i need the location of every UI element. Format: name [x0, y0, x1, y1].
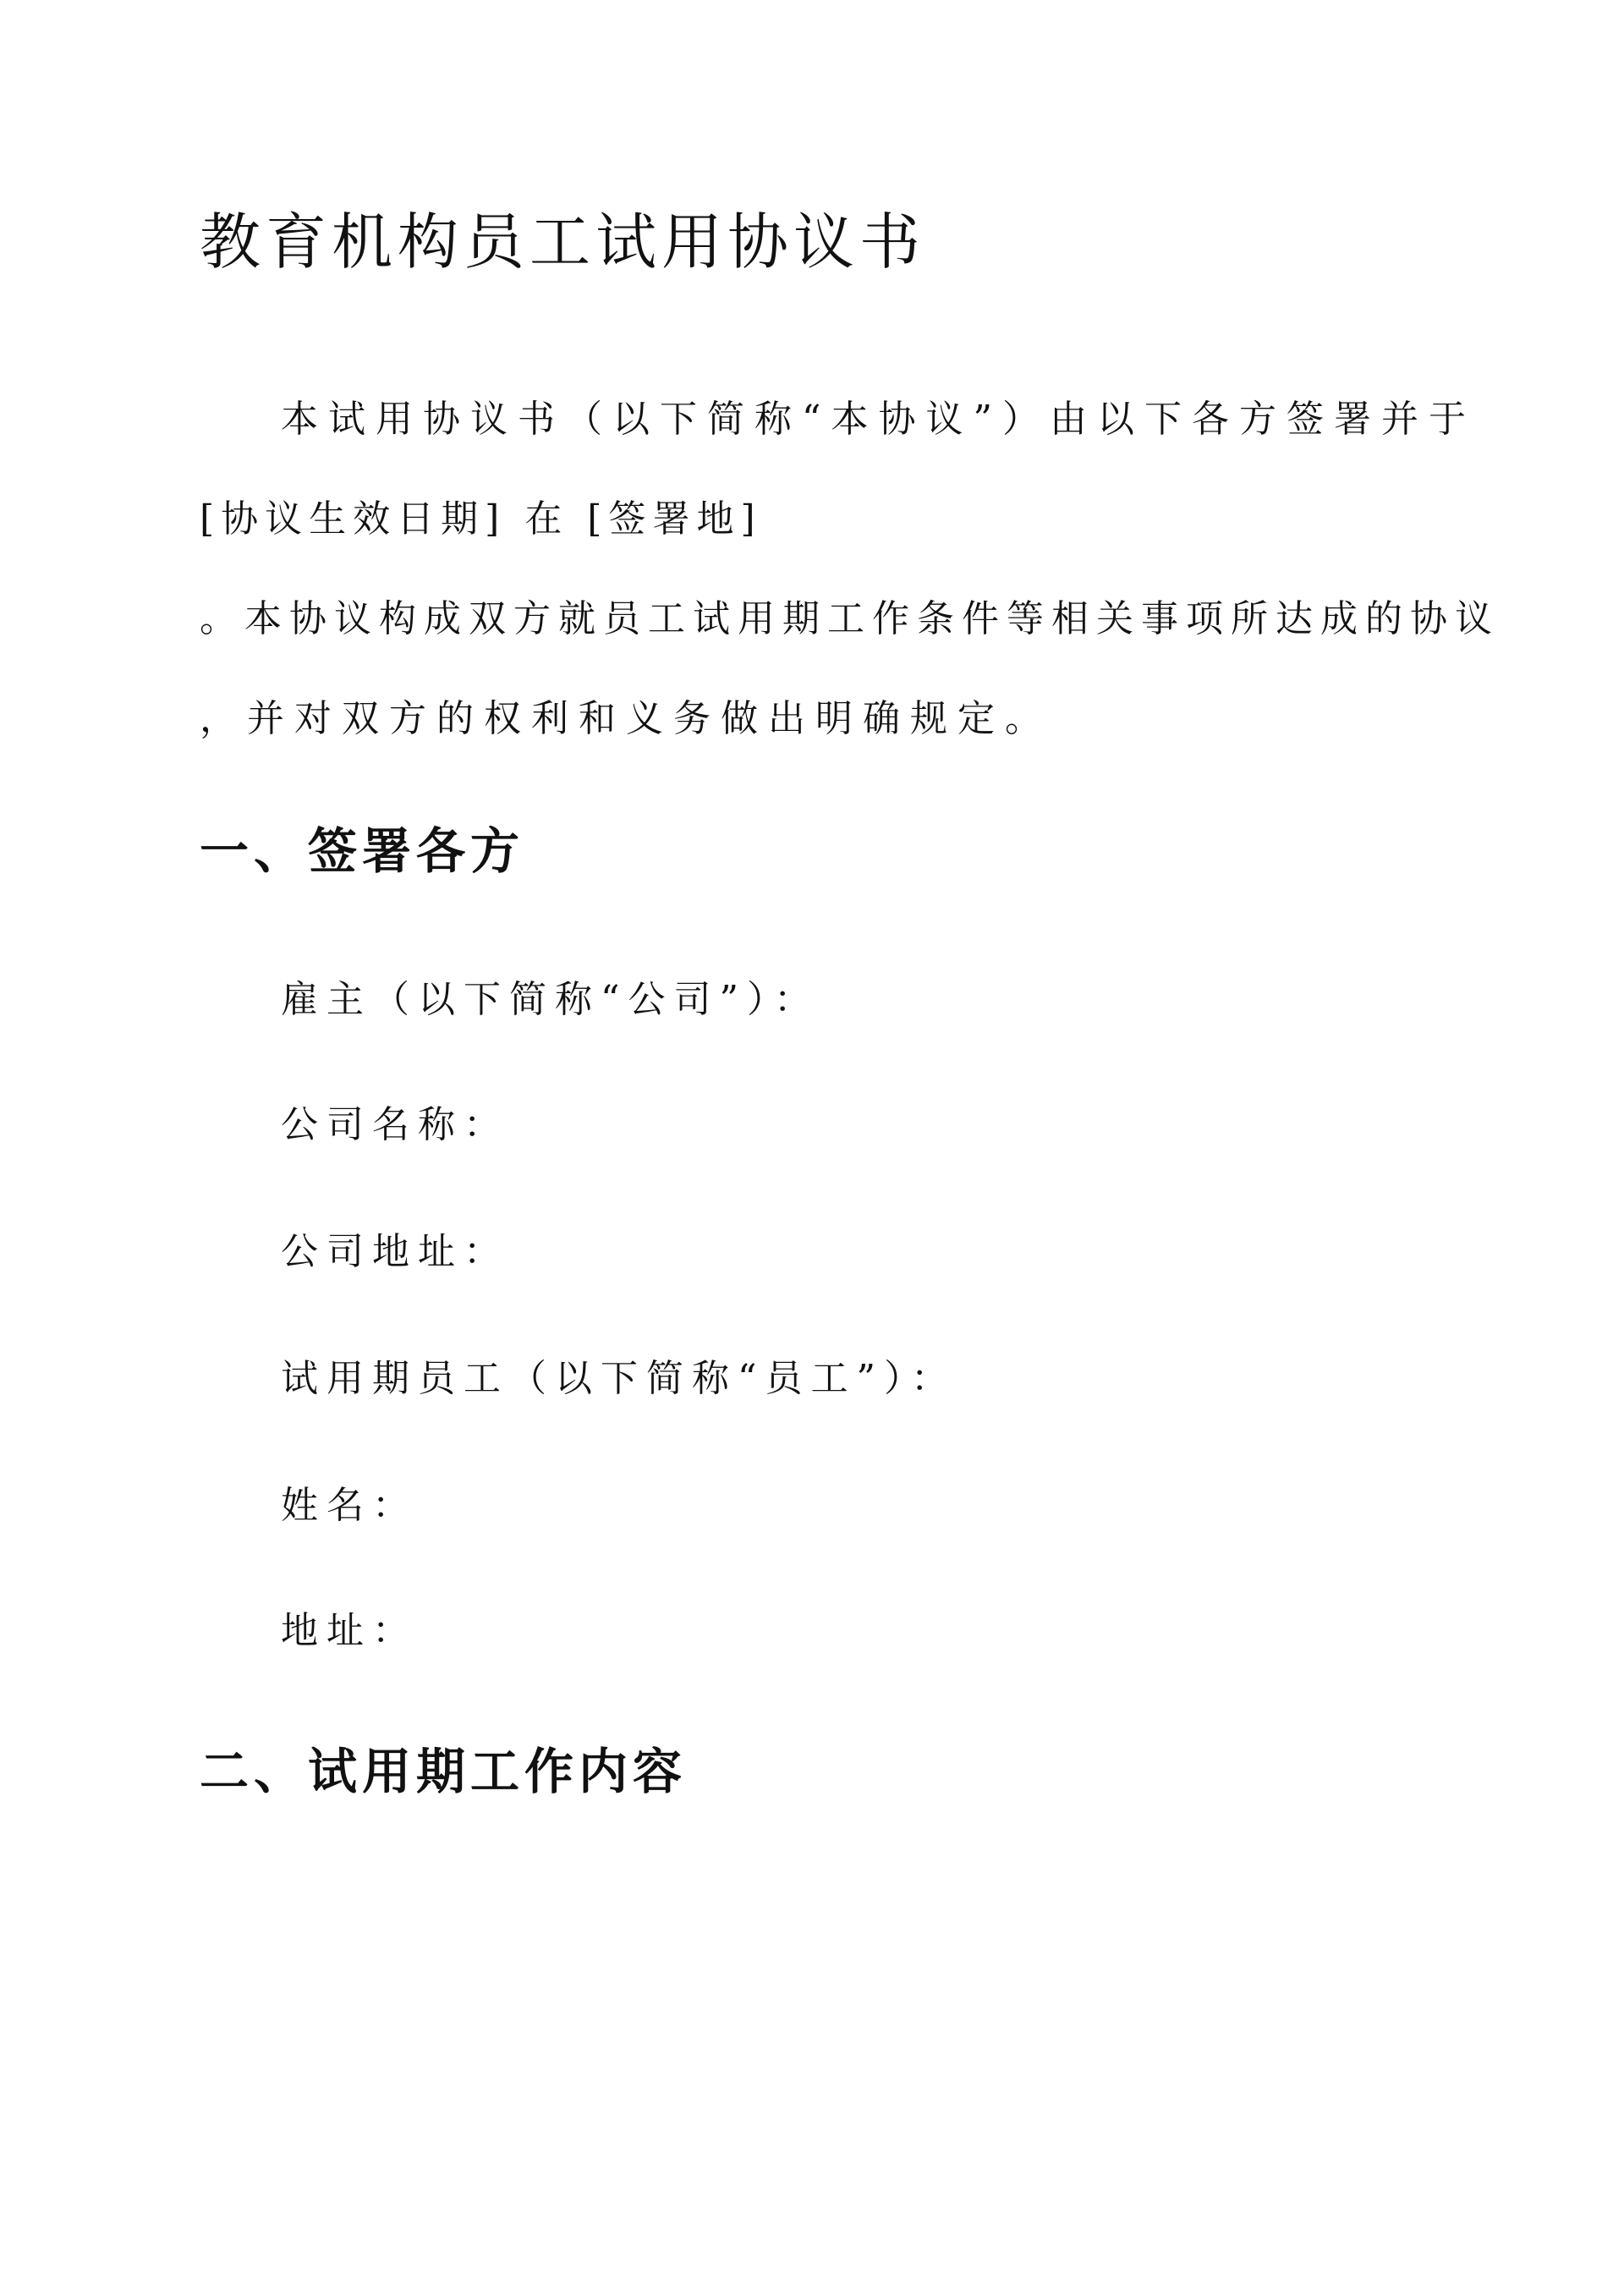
section-heading-work-content: 二、试用期工作内容 — [200, 1743, 688, 1800]
field-employer: 雇主（以下简称“公司”）： — [281, 978, 820, 1021]
field-employee-name: 姓名： — [281, 1484, 418, 1527]
intro-line-4: ，并对双方的权利和义务做出明确规定。 — [200, 697, 1052, 740]
field-company-name: 公司名称： — [281, 1103, 509, 1146]
field-employee: 试用期员工（以下简称“员工”）： — [281, 1357, 957, 1400]
document-title: 教育机构员工试用协议书 — [200, 206, 926, 277]
intro-line-2: [协议生效日期] 在 [签署地] — [200, 497, 762, 541]
section-heading-parties: 一、签署各方 — [200, 822, 525, 880]
intro-line-3: 。本协议构成双方就员工试用期工作条件等相关事项所达成的协议 — [200, 597, 1500, 640]
field-company-address: 公司地址： — [281, 1230, 509, 1273]
intro-line-1: 本试用协议书（以下简称“本协议”）由以下各方签署并于 — [281, 398, 1476, 441]
field-employee-address: 地址： — [281, 1609, 418, 1652]
